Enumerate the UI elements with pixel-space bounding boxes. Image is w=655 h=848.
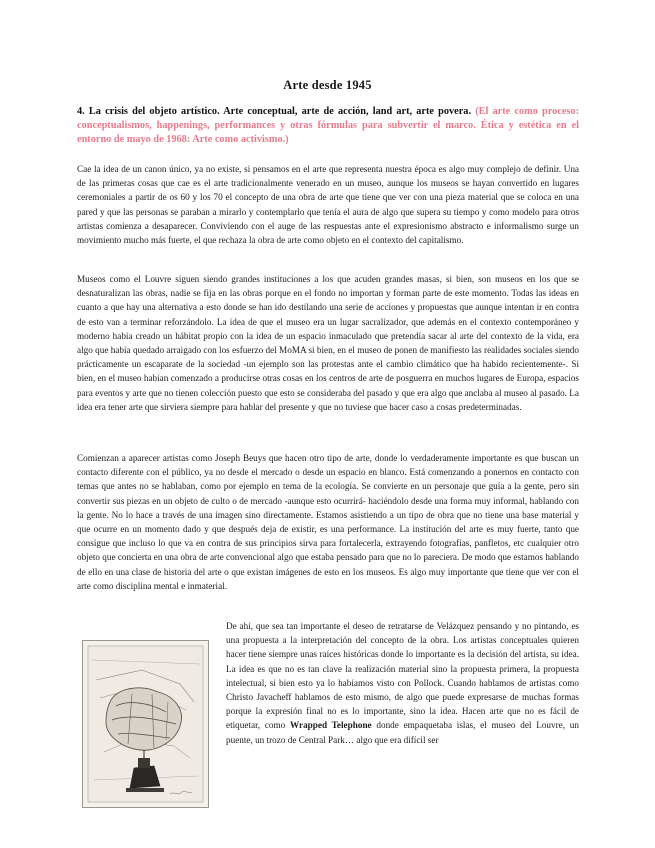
paragraph-3: Comienzan a aparecer artistas como Joseph Beuys que hacen otro tipo de arte, donde lo verdaderamente importante es que buscan un contacto diferente con el público, ya no desde el mercado o desde un espacio en blanco. Está comenzando a ponernos en contacto con temas que antes no se hablaban, como por ejemplo en tema de la ecología. Se convierte en un personaje que guía a la gente, pero sin convertir sus piezas en un objeto de culto o de mercado -aunque esto ocurrirá- haciéndolo desde una forma muy informal, hablando con la gente. No lo hace a través de una imagen sino directamente. Estamos asistiendo a un tipo de obra que no tiene una base material y que ocurre en un momento dado y que después deja de existir, es una performance. La institución del arte es muy fuerte, tanto que consigue que incluso lo que va en contra de sus principios sirva para fortalecerla, extrayendo fotografías, panfletos, etc cualquier otro objeto que concierta en una obra de arte convencional algo que estaba pensado para que no lo pareciera. De modo que estamos hablando de ello en una clase de historia del arte o que existan imágenes de esto en los museos. Es algo muy importante que tiene que ver con el arte como disciplina mental e inmaterial.: [77, 453, 579, 591]
section-heading: [77, 105, 579, 147]
artwork-title-emphasis: Wrapped Telephone: [289, 720, 372, 731]
document-title: Arte desde 1945: [283, 78, 372, 92]
section-heading-main: 4. La crisis del objeto artístico. Arte conceptual, arte de acción, land art, arte povera.: [77, 106, 472, 117]
paragraph-4-text-after: donde empaquetaba islas, el museo del Louvre, un puente, un trozo de Central Park… algo que era difícil ser: [226, 720, 579, 745]
section-heading-subtitle: (El arte como proceso: conceptualismos, happenings, performances y otras fórmulas para subvertir el marco. Ética y estética en el entorno de mayo de 1968: Arte como activismo.): [77, 106, 580, 145]
paragraph-4: [226, 619, 579, 747]
paragraph-2: Museos como el Louvre siguen siendo grandes instituciones a los que acuden grandes masas, si bien, son museos en los que se desnaturalizan las obras, nadie se fija en las obras porque en el fondo no importan y forman parte de este momento. Todas las ideas en cuanto a que hay una alternativa a esto donde se han ido destilando una serie de acciones y propuestas que aunque intentan ir en contra de esto van a terminar reforzándolo. La idea de que el museo era un lugar sacralizador, que además en el contexto contemporáneo y moderno había creado un hábitat propio con la idea de un espacio inmaculado que pretendía sacar al arte del contexto de la vida, era algo que había quedado arraigado con los esfuerzo del MoMA si bien, en el museo de ponen de manifiesto las realidades sociales siendo prácticamente un escaparate de la sociedad -un ejemplo son las protestas ante el cambio climático que ha habido recientemente-. Si bien, en el museo habían comenzado a producirse otras cosas en los centros de arte de posguerra en muchos lugares de Europa, espacios para eventos y arte que no tienen colección puesto que esto se consideraba del pasado y que era algo que anclaba al museo al pasado. La idea era tener arte que sirviera siempre para hablar del presente y que no tuviese que hacer caso a cosas predeterminadas.: [77, 274, 579, 412]
paragraph-1: Cae la idea de un canon único, ya no existe, si pensamos en el arte que representa nuestra época es algo muy complejo de definir. Una de las primeras cosas que cae es el arte tradicionalmente venerado en un museo, aunque los museos se hayan convertido en lugares ceremoniales a partir de os 60 y los 70 el concepto de una obra de arte que tiene que ver con una pieza material que se coloca en una pared y que las personas se paraban a mirarlo y contemplarlo que tenía el aura de algo que supera su tiempo y como modelo para otros artistas comienza a desaparecer. Conviviendo con el auge de las respuestas ante el expresionismo abstracto e informalismo surge un movimiento mucho más fuerte, el que rechaza la obra de arte como objeto en el contexto del capitalismo.: [77, 164, 579, 246]
paragraph-4-text-before: De ahí, que sea tan importante el deseo de retratarse de Velázquez pensando y no pintando, es una propuesta a la interpretación del concepto de la obra. Los artistas conceptuales quieren hacer tiene siempre unas raíces históricas donde lo importante es la decisión del artista, su idea. La idea es que no es tan clave la realización material sino la propuesta primera, la propuesta intelectual, si bien esto ya lo habíamos visto con Pollock. Cuando hablamos de artistas como Christo Javacheff hablamos de esto mismo, de algo que puede expresarse de muchas formas porque la expresión final no es lo importante, sino la idea. Hacen arte que no es fácil de etiquetar, como: [226, 621, 579, 731]
artwork-image: [82, 640, 209, 808]
